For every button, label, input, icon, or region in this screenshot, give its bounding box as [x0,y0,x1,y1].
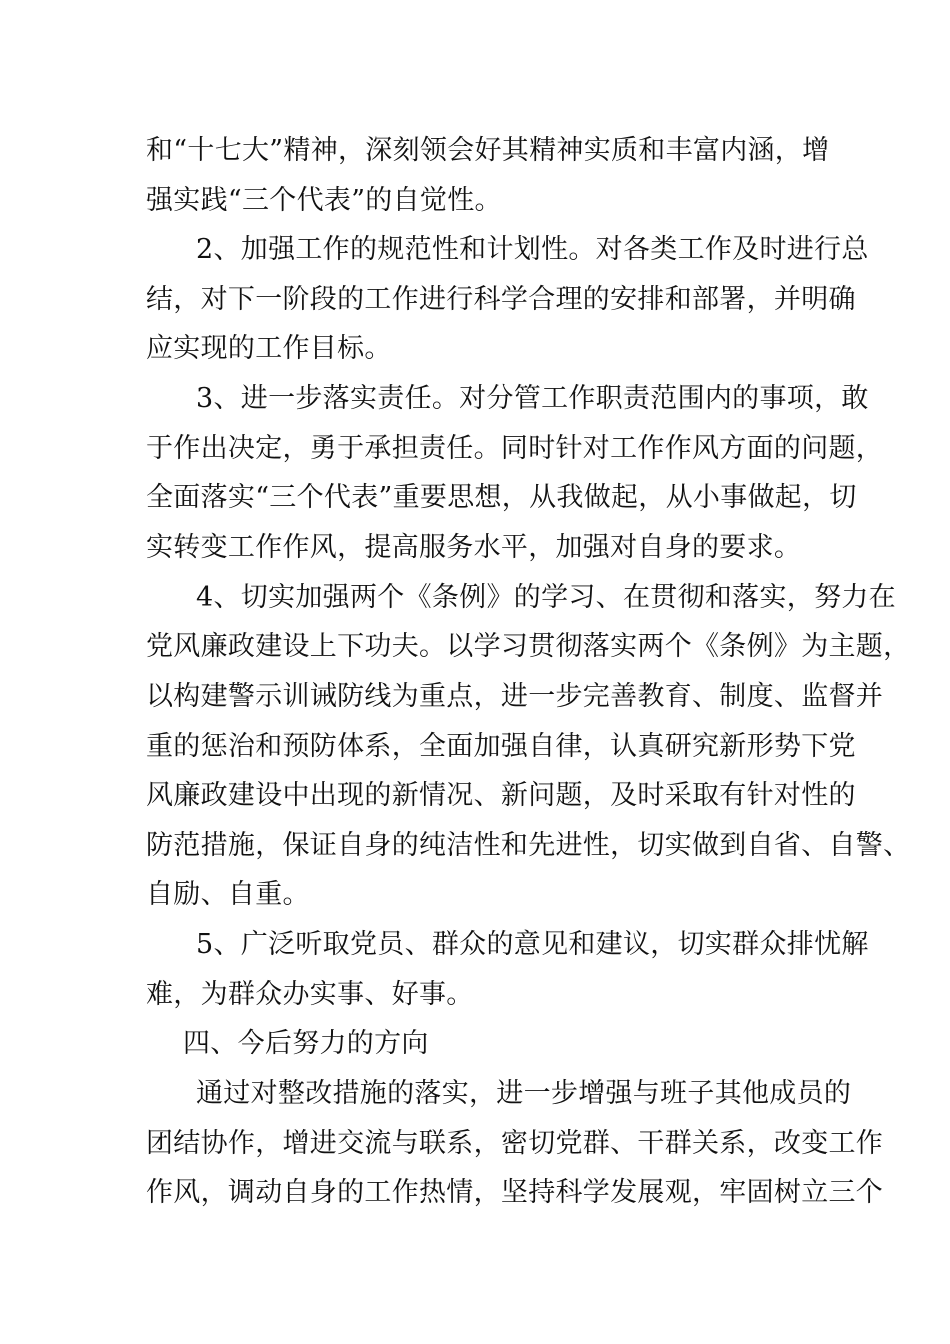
text-line: 3、进一步落实责任。对分管工作职责范围内的事项，敢 [196,383,869,414]
text-line: 党风廉政建设上下功夫。以学习贯彻落实两个《条例》为主题， [146,631,911,662]
text-line: 全面落实“三个代表”重要思想，从我做起，从小事做起，切 [146,482,857,513]
text-line: 结，对下一阶段的工作进行科学合理的安排和部署，并明确 [146,284,856,315]
section-heading: 四、今后努力的方向 [183,1028,429,1059]
text-line: 4、切实加强两个《条例》的学习、在贯彻和落实，努力在 [196,582,896,613]
text-line: 通过对整改措施的落实，进一步增强与班子其他成员的 [196,1078,852,1109]
text-line: 实转变工作作风，提高服务水平，加强对自身的要求。 [146,532,802,563]
text-line: 于作出决定，勇于承担责任。同时针对工作作风方面的问题， [146,433,884,464]
text-line: 应实现的工作目标。 [146,333,392,364]
text-line: 5、广泛听取党员、群众的意见和建议，切实群众排忧解 [196,929,869,960]
text-line: 2、加强工作的规范性和计划性。对各类工作及时进行总 [196,234,869,265]
text-line: 以构建警示训诫防线为重点，进一步完善教育、制度、监督并 [146,681,884,712]
text-line: 团结协作，增进交流与联系，密切党群、干群关系，改变工作 [146,1128,884,1159]
text-line: 作风，调动自身的工作热情，坚持科学发展观，牢固树立三个 [146,1177,884,1208]
text-line: 重的惩治和预防体系，全面加强自律，认真研究新形势下党 [146,731,856,762]
text-line: 和“十七大”精神，深刻领会好其精神实质和丰富内涵，增 [146,135,830,166]
text-line: 风廉政建设中出现的新情况、新问题，及时采取有针对性的 [146,780,856,811]
text-line: 难，为群众办实事、好事。 [146,979,474,1010]
text-line: 防范措施，保证自身的纯洁性和先进性，切实做到自省、自警、 [146,830,911,861]
text-line: 强实践“三个代表”的自觉性。 [146,185,502,216]
text-line: 自励、自重。 [146,879,310,910]
